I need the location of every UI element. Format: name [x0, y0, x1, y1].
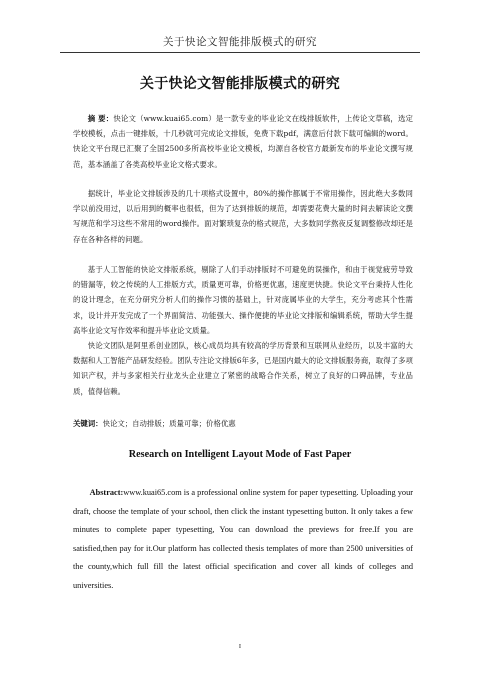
- body-paragraph-2-text: 基于人工智能的快论文排版系统，剔除了人们手动排版时不可避免的误操作，和由于视觉疲劳导致的错漏等，较之传统的人工排版方式，质量更可靠，价格更优惠，速度更快捷。快论文平台秉持人性化的设计理念，在充分研究分析人们的操作习惯的基础上，针对庞属毕业的大学生，充分考虑其个性需求，设计并开发完成了一个界面简洁、功能强大、操作便捷的毕业论文排版和编辑系统，帮助大学生提高毕业论文写作效率和提升毕业论文质量。: [73, 265, 413, 335]
- abstract-en-text: www.kuai65.com is a professional online system for paper typesetting. Uploading your draft, choose the template of your school, then click the instant typesetting button. It only takes a few minutes to complete paper typesetting, You can download the previews for free.If you are satisfied,then pay for it.Our platform has collected thesis templates of more than 2500 universities of the county,which full fill the latest official specification and cover all kinds of colleges and universities.: [73, 488, 413, 590]
- paper-title-en: Research on Intelligent Layout Mode of Fast Paper: [128, 449, 352, 460]
- abstract-cn: [73, 111, 413, 172]
- abstract-cn-label: 摘 要：: [87, 114, 114, 123]
- running-header: 关于快论文智能排版模式的研究: [163, 36, 317, 48]
- keywords-cn: [73, 416, 413, 431]
- header-rule: [60, 52, 420, 53]
- body-paragraph-2: [73, 262, 413, 338]
- abstract-cn-text: 快论文（www.kuai65.com）是一款专业的毕业论文在线排版软件，上传论文草稿，选定学校模板，点击一键排版，十几秒就可完成论文排版，免费下载pdf，满意后付款下载可编辑的word。快论文平台现已汇聚了全国2500多所高校毕业论文模板，均源自各校官方最新发布的毕业论文撰写规范，基本涵盖了各类高校毕业论文格式要求。: [73, 114, 413, 169]
- body-paragraph-1: [73, 186, 413, 247]
- body-paragraph-3: [73, 338, 413, 399]
- body-paragraph-3-text: 快论文团队是阿里系创业团队，核心成员均具有较高的学历背景和互联网从业经历，以及丰富的大数据和人工智能产品研发经验。团队专注论文排版6年多，已是国内最大的论文排版服务商，取得了多项知识产权，并与多家相关行业龙头企业建立了紧密的战略合作关系，树立了良好的口碑品牌，专业品质，值得信赖。: [73, 341, 413, 396]
- abstract-cn-paragraph: [73, 111, 413, 172]
- abstract-en: [73, 484, 413, 596]
- keywords-cn-text: 快论文；自动排版；质量可靠；价格优惠: [102, 419, 236, 428]
- keywords-cn-label: 关键词：: [73, 419, 103, 428]
- page-number: I: [238, 643, 242, 650]
- abstract-en-label: Abstract:: [89, 488, 124, 497]
- paper-title-cn: 关于快论文智能排版模式的研究: [139, 76, 341, 92]
- body-paragraph-1-text: 据统计，毕业论文排版涉及的几十项格式设置中，80%的操作都属于不常用操作，因此绝大多数同学以前没用过，以后用到的概率也很低，但为了达到排版的规范，却需要花费大量的时间去解读论文撰写规范和学习这些不常用的word操作。面对繁琐复杂的格式规范，大多数同学熬夜反复调整修改却还是存在各种各样的问题。: [73, 189, 413, 244]
- abstract-en-paragraph: [73, 484, 413, 596]
